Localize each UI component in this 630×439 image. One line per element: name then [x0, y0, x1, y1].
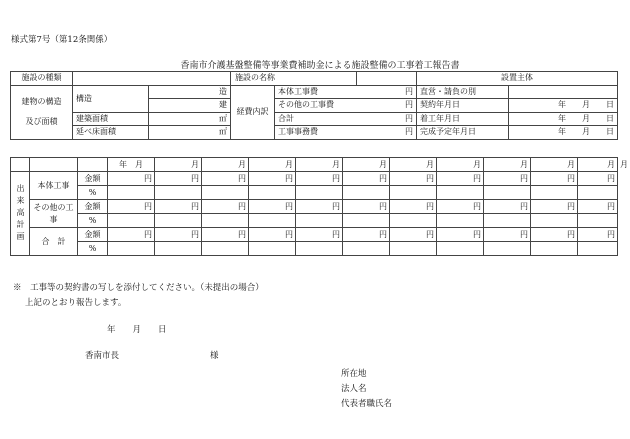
amount-cell[interactable]: 円: [108, 200, 155, 214]
total-cost-yen[interactable]: 円: [357, 112, 417, 126]
amount-cell[interactable]: 円: [202, 228, 249, 242]
amount-cell[interactable]: 円: [484, 228, 531, 242]
amount-cell[interactable]: 円: [249, 200, 296, 214]
amount-cell[interactable]: 円: [390, 172, 437, 186]
percent-cell[interactable]: [108, 186, 155, 200]
representative-label: 代表者職氏名: [341, 399, 393, 409]
row-name-other-construction: その他の工事: [30, 200, 78, 228]
amount-cell[interactable]: 円: [296, 200, 343, 214]
building-structure-text: 建物の構造: [21, 97, 62, 106]
amount-cell[interactable]: 円: [578, 228, 618, 242]
amount-cell[interactable]: 円: [202, 172, 249, 186]
percent-cell[interactable]: [390, 214, 437, 228]
percent-cell[interactable]: [155, 214, 202, 228]
month-header: 月: [437, 158, 484, 172]
amount-cell[interactable]: 円: [155, 172, 202, 186]
percent-cell[interactable]: [531, 186, 578, 200]
addressee: 香南市長: [85, 351, 120, 361]
amount-cell[interactable]: 円: [343, 172, 390, 186]
amount-label: 金額: [78, 172, 108, 186]
contract-date-value[interactable]: 年 月 日: [509, 99, 618, 113]
percent-cell[interactable]: [390, 242, 437, 256]
progress-plan-text: 出来高計画: [16, 183, 25, 244]
building-structure-label: [11, 85, 73, 139]
percent-cell[interactable]: [202, 214, 249, 228]
contract-date-label: 契約年月日: [417, 99, 509, 113]
office-cost-label: 工事事務費: [275, 126, 357, 140]
facility-type-label: 施設の種類: [11, 72, 73, 86]
building-area-label: 建築面積: [73, 112, 149, 126]
percent-cell[interactable]: [296, 214, 343, 228]
percent-cell[interactable]: [343, 214, 390, 228]
month-header: 月: [343, 158, 390, 172]
percent-label: %: [78, 214, 108, 228]
amount-cell[interactable]: 円: [578, 172, 618, 186]
percent-cell[interactable]: [578, 242, 618, 256]
percent-cell[interactable]: [155, 186, 202, 200]
amount-cell[interactable]: 円: [531, 228, 578, 242]
percent-cell[interactable]: [484, 186, 531, 200]
amount-cell[interactable]: 円: [155, 200, 202, 214]
form-number: 様式第7号（第12条関係）: [11, 35, 113, 45]
amount-cell[interactable]: 円: [531, 200, 578, 214]
total-floor-area-label: 延べ床面積: [73, 126, 149, 140]
percent-cell[interactable]: [249, 214, 296, 228]
percent-cell[interactable]: [202, 242, 249, 256]
percent-cell[interactable]: [484, 242, 531, 256]
percent-cell[interactable]: [437, 242, 484, 256]
amount-cell[interactable]: 円: [108, 172, 155, 186]
addressee-honorific: 様: [210, 351, 219, 361]
month-header: 年 月: [108, 158, 155, 172]
month-header: 月: [202, 158, 249, 172]
floors-unit[interactable]: 建: [149, 99, 231, 113]
row-name-total: 合 計: [30, 228, 78, 256]
amount-cell[interactable]: 円: [249, 172, 296, 186]
amount-cell[interactable]: 円: [578, 200, 618, 214]
facility-name-value[interactable]: [357, 72, 417, 86]
month-header: 月: [155, 158, 202, 172]
percent-label: %: [78, 242, 108, 256]
amount-label: 金額: [78, 228, 108, 242]
progress-plan-table: 年 月 月 月 月 月 月 月 月 月 月 月 月 出来高計画 本体工事 金額 円 円 円 円 円 円 円 円 円 円 円 % その他の工事 金額 円 円 円 円 円 円 円 円 円 円 円 % 合 計 金額 円 円 円 円 円 円 円 円 円 円 円 %: [10, 157, 618, 256]
amount-cell[interactable]: 円: [296, 228, 343, 242]
progress-plan-side-label: [11, 172, 30, 256]
percent-cell[interactable]: [437, 186, 484, 200]
expense-breakdown-label: 経費内訳: [231, 85, 275, 139]
percent-cell[interactable]: [202, 186, 249, 200]
percent-cell[interactable]: [296, 242, 343, 256]
percent-cell[interactable]: [108, 242, 155, 256]
percent-label: %: [78, 186, 108, 200]
main-construction-cost-yen[interactable]: 円: [357, 85, 417, 99]
contract-type-label: 直営・請負の別: [417, 85, 509, 99]
total-floor-area-unit[interactable]: ㎡: [149, 126, 231, 140]
amount-label: 金額: [78, 200, 108, 214]
amount-cell[interactable]: 円: [484, 200, 531, 214]
percent-cell[interactable]: [249, 242, 296, 256]
amount-cell[interactable]: 円: [437, 172, 484, 186]
percent-cell[interactable]: [155, 242, 202, 256]
percent-cell[interactable]: [531, 242, 578, 256]
amount-cell[interactable]: 円: [390, 200, 437, 214]
building-area-unit[interactable]: ㎡: [149, 112, 231, 126]
amount-cell[interactable]: 円: [343, 228, 390, 242]
amount-cell[interactable]: 円: [249, 228, 296, 242]
completion-date-label: 完成予定年月日: [417, 126, 509, 140]
structure-unit[interactable]: 造: [149, 85, 231, 99]
facility-info-table: [10, 71, 618, 140]
establisher-label: 設置主体: [417, 72, 618, 86]
amount-cell[interactable]: 円: [343, 200, 390, 214]
row-name-main-construction: 本体工事: [30, 172, 78, 200]
month-header: 月: [531, 158, 578, 172]
corner-cell-3: [78, 158, 108, 172]
amount-cell[interactable]: 円: [437, 228, 484, 242]
percent-cell[interactable]: [108, 214, 155, 228]
amount-cell[interactable]: 円: [437, 200, 484, 214]
contract-type-value[interactable]: [509, 85, 618, 99]
address-label: 所在地: [341, 369, 367, 379]
total-cost-label: 合計: [275, 112, 357, 126]
report-statement: 上記のとおり報告します。: [25, 298, 127, 308]
amount-cell[interactable]: 円: [108, 228, 155, 242]
other-construction-cost-label: その他の工事費: [275, 99, 357, 113]
main-construction-cost-label: 本体工事費: [275, 85, 357, 99]
amount-cell[interactable]: 円: [155, 228, 202, 242]
percent-cell[interactable]: [531, 214, 578, 228]
start-date-label: 着工年月日: [417, 112, 509, 126]
corporation-label: 法人名: [341, 384, 367, 394]
report-date[interactable]: 年 月 日: [107, 325, 167, 335]
month-header: 月: [578, 158, 618, 172]
percent-cell[interactable]: [296, 186, 343, 200]
amount-cell[interactable]: 円: [296, 172, 343, 186]
facility-name-label: 施設の名称: [231, 72, 357, 86]
month-header: 月: [249, 158, 296, 172]
corner-cell-1: [11, 158, 30, 172]
month-header: 月: [484, 158, 531, 172]
start-date-value[interactable]: 年 月 日: [509, 112, 618, 126]
month-header: 月: [390, 158, 437, 172]
amount-cell[interactable]: 円: [390, 228, 437, 242]
percent-cell[interactable]: [437, 214, 484, 228]
attachment-note: ※ 工事等の契約書の写しを添付してください。（未提出の場合）: [13, 283, 264, 293]
corner-cell-2: [30, 158, 78, 172]
percent-cell[interactable]: [343, 186, 390, 200]
percent-cell[interactable]: [249, 186, 296, 200]
structure-label: 構造: [73, 85, 149, 112]
percent-cell[interactable]: [484, 214, 531, 228]
percent-cell[interactable]: [390, 186, 437, 200]
amount-cell[interactable]: 円: [484, 172, 531, 186]
percent-cell[interactable]: [343, 242, 390, 256]
office-cost-yen[interactable]: 円: [357, 126, 417, 140]
facility-type-value[interactable]: [73, 72, 231, 86]
completion-date-value[interactable]: 年 月 日: [509, 126, 618, 140]
amount-cell[interactable]: 円: [202, 200, 249, 214]
percent-cell[interactable]: [578, 186, 618, 200]
floor-area-text: 及び面積: [25, 117, 58, 126]
amount-cell[interactable]: 円: [531, 172, 578, 186]
other-construction-cost-yen[interactable]: 円: [357, 99, 417, 113]
month-header: 月: [296, 158, 343, 172]
percent-cell[interactable]: [578, 214, 618, 228]
document-title: 香南市介護基盤整備等事業費補助金による施設整備の工事着工報告書: [180, 61, 460, 71]
